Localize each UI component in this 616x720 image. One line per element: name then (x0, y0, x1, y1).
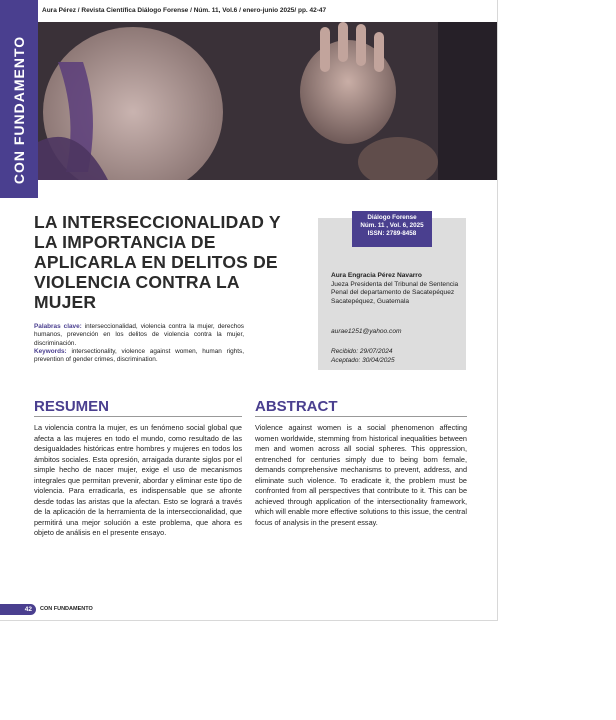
journal-issn: ISSN: 2789-8458 (367, 230, 417, 237)
author-name: Aura Engracia Pérez Navarro (331, 272, 422, 279)
resumen-rule (34, 416, 242, 417)
author-place: Sacatepéquez, Guatemala (331, 297, 410, 305)
page-number: 42 (0, 604, 36, 615)
author-email[interactable]: aurae1251@yahoo.com (331, 328, 402, 335)
keywords-en-label: Keywords: (34, 347, 67, 355)
running-head: Aura Pérez / Revista Científica Diálogo Forense / Núm. 11, Vol.6 / enero-junio 2025/ pp. 42-47 (42, 7, 327, 14)
cover-photo-illustration (38, 22, 497, 180)
author-role: Jueza Presidenta del Tribunal de Sentencia Penal del departamento de Sacatepéquez (331, 280, 459, 296)
accepted-date: Aceptado: 30/04/2025 (331, 357, 395, 364)
resumen-text: La violencia contra la mujer, es un fenómeno social global que afecta a las mujeres en todo el mundo, como resultado de las desigualdades históricas entre hombres y mujeres en todos los ámbitos sociales. Esta opresión, arraigada durante siglos por el simple hecho de nacer mujer, exige el uso de mecanismos integrales que permitan prevenir, abordar y eliminar este tipo de violencia. Para erradicarla, es indispensable que se afronte desde todas las aristas que la afectan. Esto se logrará a través de la aplicación de la herramienta de la interseccionalidad, que permitirá una mejor solución a este problema, que ahora es objeto de análisis en el presente ensayo. (34, 423, 242, 537)
section-band-label-wrap (0, 22, 38, 198)
journal-issue: Núm. 11 , Vol. 6, 2025 (360, 222, 424, 229)
abstract-rule (255, 416, 467, 417)
abstract-text: Violence against women is a social phenomenon affecting women worldwide, stemming from historical inequalities between men and women across all social spheres. This oppression, entrenched for centuries simply due to being born female, demands comprehensive mechanisms to prevent, address, and eliminate such violence. To eradicate it, the problem must be confronted from all perspectives that contribute to it. This can be achieved through application of the intersectionality framework, which will enable more effective solutions to this issue, the central focus of analysis in the present essay. (255, 423, 467, 527)
abstract-heading: ABSTRACT (255, 398, 338, 415)
keywords-es (34, 323, 244, 348)
keywords-en (34, 348, 244, 365)
keywords-es-label: Palabras clave: (34, 323, 82, 330)
header-color-bar (0, 0, 38, 22)
article-dates (331, 347, 395, 365)
cover-photo (38, 22, 497, 180)
article-title: LA INTERSECCIONALIDAD Y LA IMPORTANCIA DE APLICARLA EN DELITOS DE VIOLENCIA CONTRA LA MUJER (34, 212, 281, 312)
journal-name: Diálogo Forense (367, 214, 417, 221)
resumen-heading: RESUMEN (34, 398, 110, 415)
received-date: Recibido: 29/07/2024 (331, 348, 393, 355)
keywords-block (34, 323, 244, 364)
keywords-en-text: intersectionality, violence against women, human rights, prevention of gender crimes, discrimination. (34, 347, 244, 364)
author-block (331, 272, 461, 306)
keywords-es-text: interseccionalidad, violencia contra la mujer, derechos humanos, prevención en los delitos de violencia contra la mujer, discriminación. (34, 323, 244, 347)
journal-info-tab (352, 211, 432, 247)
section-band-label: CON FUNDAMENTO (11, 35, 28, 185)
footer-label: CON FUNDAMENTO (40, 606, 93, 612)
